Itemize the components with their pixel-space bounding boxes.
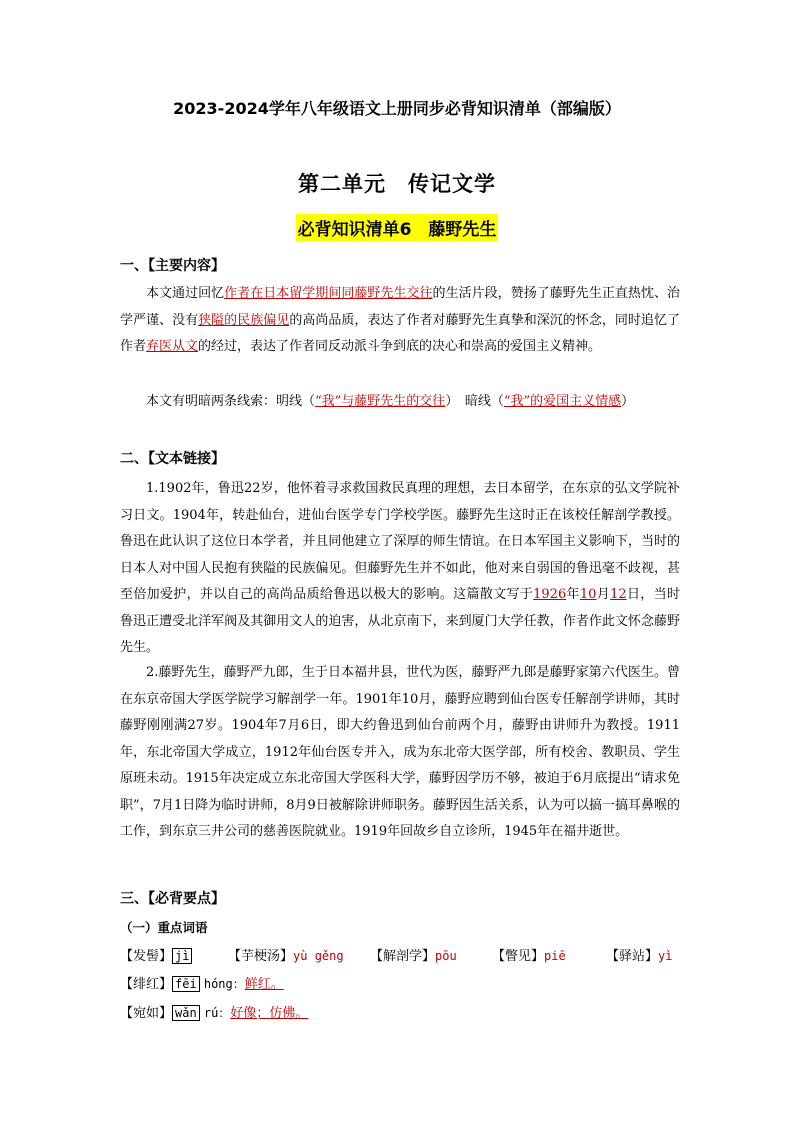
vocab-row-1 <box>120 945 700 967</box>
text-run: 月 <box>596 587 611 602</box>
text-run: 本文有明暗两条线索：明线（ <box>146 394 316 409</box>
section-heading-key-points: 三、【必背要点】 <box>120 891 225 907</box>
vocab-pinyin: rú： <box>203 1006 231 1020</box>
key-phrase: 狭隘的民族偏见 <box>198 312 290 328</box>
key-phrase: 作者在日本留学期间同藤野先生交往 <box>224 286 433 301</box>
vocab-pinyin: hóng： <box>203 977 245 991</box>
vocab-pinyin: yì <box>658 949 673 963</box>
vocab-meaning: 鲜红。 <box>244 977 284 992</box>
vocab-item <box>228 945 344 964</box>
vocab-item <box>120 945 192 964</box>
vocab-row-3 <box>120 1002 700 1024</box>
text-run: 日，当时鲁迅正遭受北洋军阀及其御用文人的迫害，从北京南下，来到厦门大学任教，作者作此文怀念藤野先生。 <box>120 587 680 655</box>
vocab-pinyin: pōu <box>435 949 457 963</box>
vocab-item <box>606 945 672 964</box>
vocab-word: 【绯红】 <box>120 977 173 992</box>
vocab-row-2 <box>120 973 700 995</box>
text-run: 1.1902年，鲁迅22岁，他怀着寻求救国救民真理的理想，去日本留学，在东京的弘文学院补习日文。1904年，转赴仙台，进仙台医学专门学校学医。藤野先生这时正在该校任解剖学教授。鲁迅在此认识了这位日本学者，并且同他建立了深厚的师生情谊。在日本军国主义影响下，当时的日本人对中国人民抱有狭隘的民族偏见。但藤野先生并不如此，他对来自弱国的鲁迅毫不歧视，甚至倍加爱护，并以自己的高尚品质给鲁迅以极大的影响。这篇散文写于 <box>120 481 680 602</box>
sub-heading-key-words: （一）重点词语 <box>120 920 208 935</box>
text-run: 的高尚品质，表达了作者对藤野先生真挚和深沉的怀念，同时追忆了作者 <box>120 312 680 354</box>
section-heading-main-content: 一、【主要内容】 <box>120 258 225 274</box>
vocab-pinyin-box: fēi <box>172 976 200 992</box>
vocab-pinyin-box: wǎn <box>172 1005 200 1021</box>
vocab-meaning: 好像；仿佛。 <box>230 1006 309 1021</box>
text-run: ） <box>621 394 635 409</box>
vocab-word: 【瞥见】 <box>492 949 545 964</box>
vocab-pinyin: piē <box>544 949 566 963</box>
vocab-item <box>492 945 566 964</box>
key-phrase: 弃医从文 <box>146 339 199 354</box>
vocab-word: 【发髻】 <box>120 949 173 964</box>
text-run: 的经过，表达了作者同反动派斗争到底的决心和崇高的爱国主义精神。 <box>198 339 602 354</box>
list-title-wrap <box>0 214 794 241</box>
main-content-paragraph <box>120 281 680 361</box>
vocab-item <box>370 945 457 964</box>
clue-paragraph <box>120 389 680 416</box>
section-heading-text-link: 二、【文本链接】 <box>120 451 225 467</box>
unit-title: 第二单元 传记文学 <box>298 172 496 196</box>
vocab-word: 【驿站】 <box>606 949 659 964</box>
vocab-pinyin: yù gěng <box>293 949 344 963</box>
document-title: 2023-2024学年八年级语文上册同步必背知识清单（部编版） <box>173 99 621 118</box>
text-run: 年 <box>566 587 580 602</box>
text-run: ） 暗线（ <box>445 394 504 409</box>
vocab-word: 【芋梗汤】 <box>228 949 294 964</box>
text-run: 本文通过回忆 <box>146 286 225 301</box>
vocab-word: 【解剖学】 <box>370 949 436 964</box>
vocab-item <box>120 973 284 992</box>
text-link-paragraph-1 <box>120 476 680 662</box>
text-link-paragraph-2: 2.藤野先生，藤野严九郎，生于日本福井县，世代为医，藤野严九郎是藤野家第六代医生。曾在东京帝国大学医学院学习解剖学一年。1901年10月，藤野应聘到仙台医专任解剖学讲师，其时藤野刚刚满27岁。1904年7月6日，即大约鲁迅到仙台前两个月，藤野由讲师升为教授。1911年，东北帝国大学成立，1912年仙台医专并入，成为东北帝大医学部，所有校舍、教职员、学生原班未动。1915年决定成立东北帝国大学医科大学，藤野因学历不够，被迫于6月底提出“请求免职”，7月1日降为临时讲师，8月9日被解除讲师职务。藤野因生活关系，认为可以搞一搞耳鼻喉的工作，到东京三井公司的慈善医院就业。1919年回故乡自立诊所，1945年在福井逝世。 <box>120 665 680 839</box>
vocab-item <box>120 1002 308 1021</box>
explicit-clue: “我”与藤野先生的交往 <box>315 394 446 409</box>
vocab-pinyin-box: jì <box>172 948 192 964</box>
implicit-clue: “我”的爱国主义情感 <box>503 394 622 409</box>
date-month: 10 <box>579 587 597 602</box>
text-run: 的生活片段，赞扬了藤野先生正直热忱、治学严谨、没有 <box>120 286 680 328</box>
date-day: 12 <box>610 587 627 602</box>
date-year: 1926 <box>533 587 567 602</box>
vocab-word: 【宛如】 <box>120 1006 173 1021</box>
list-title: 必背知识清单6 藤野先生 <box>296 214 499 241</box>
